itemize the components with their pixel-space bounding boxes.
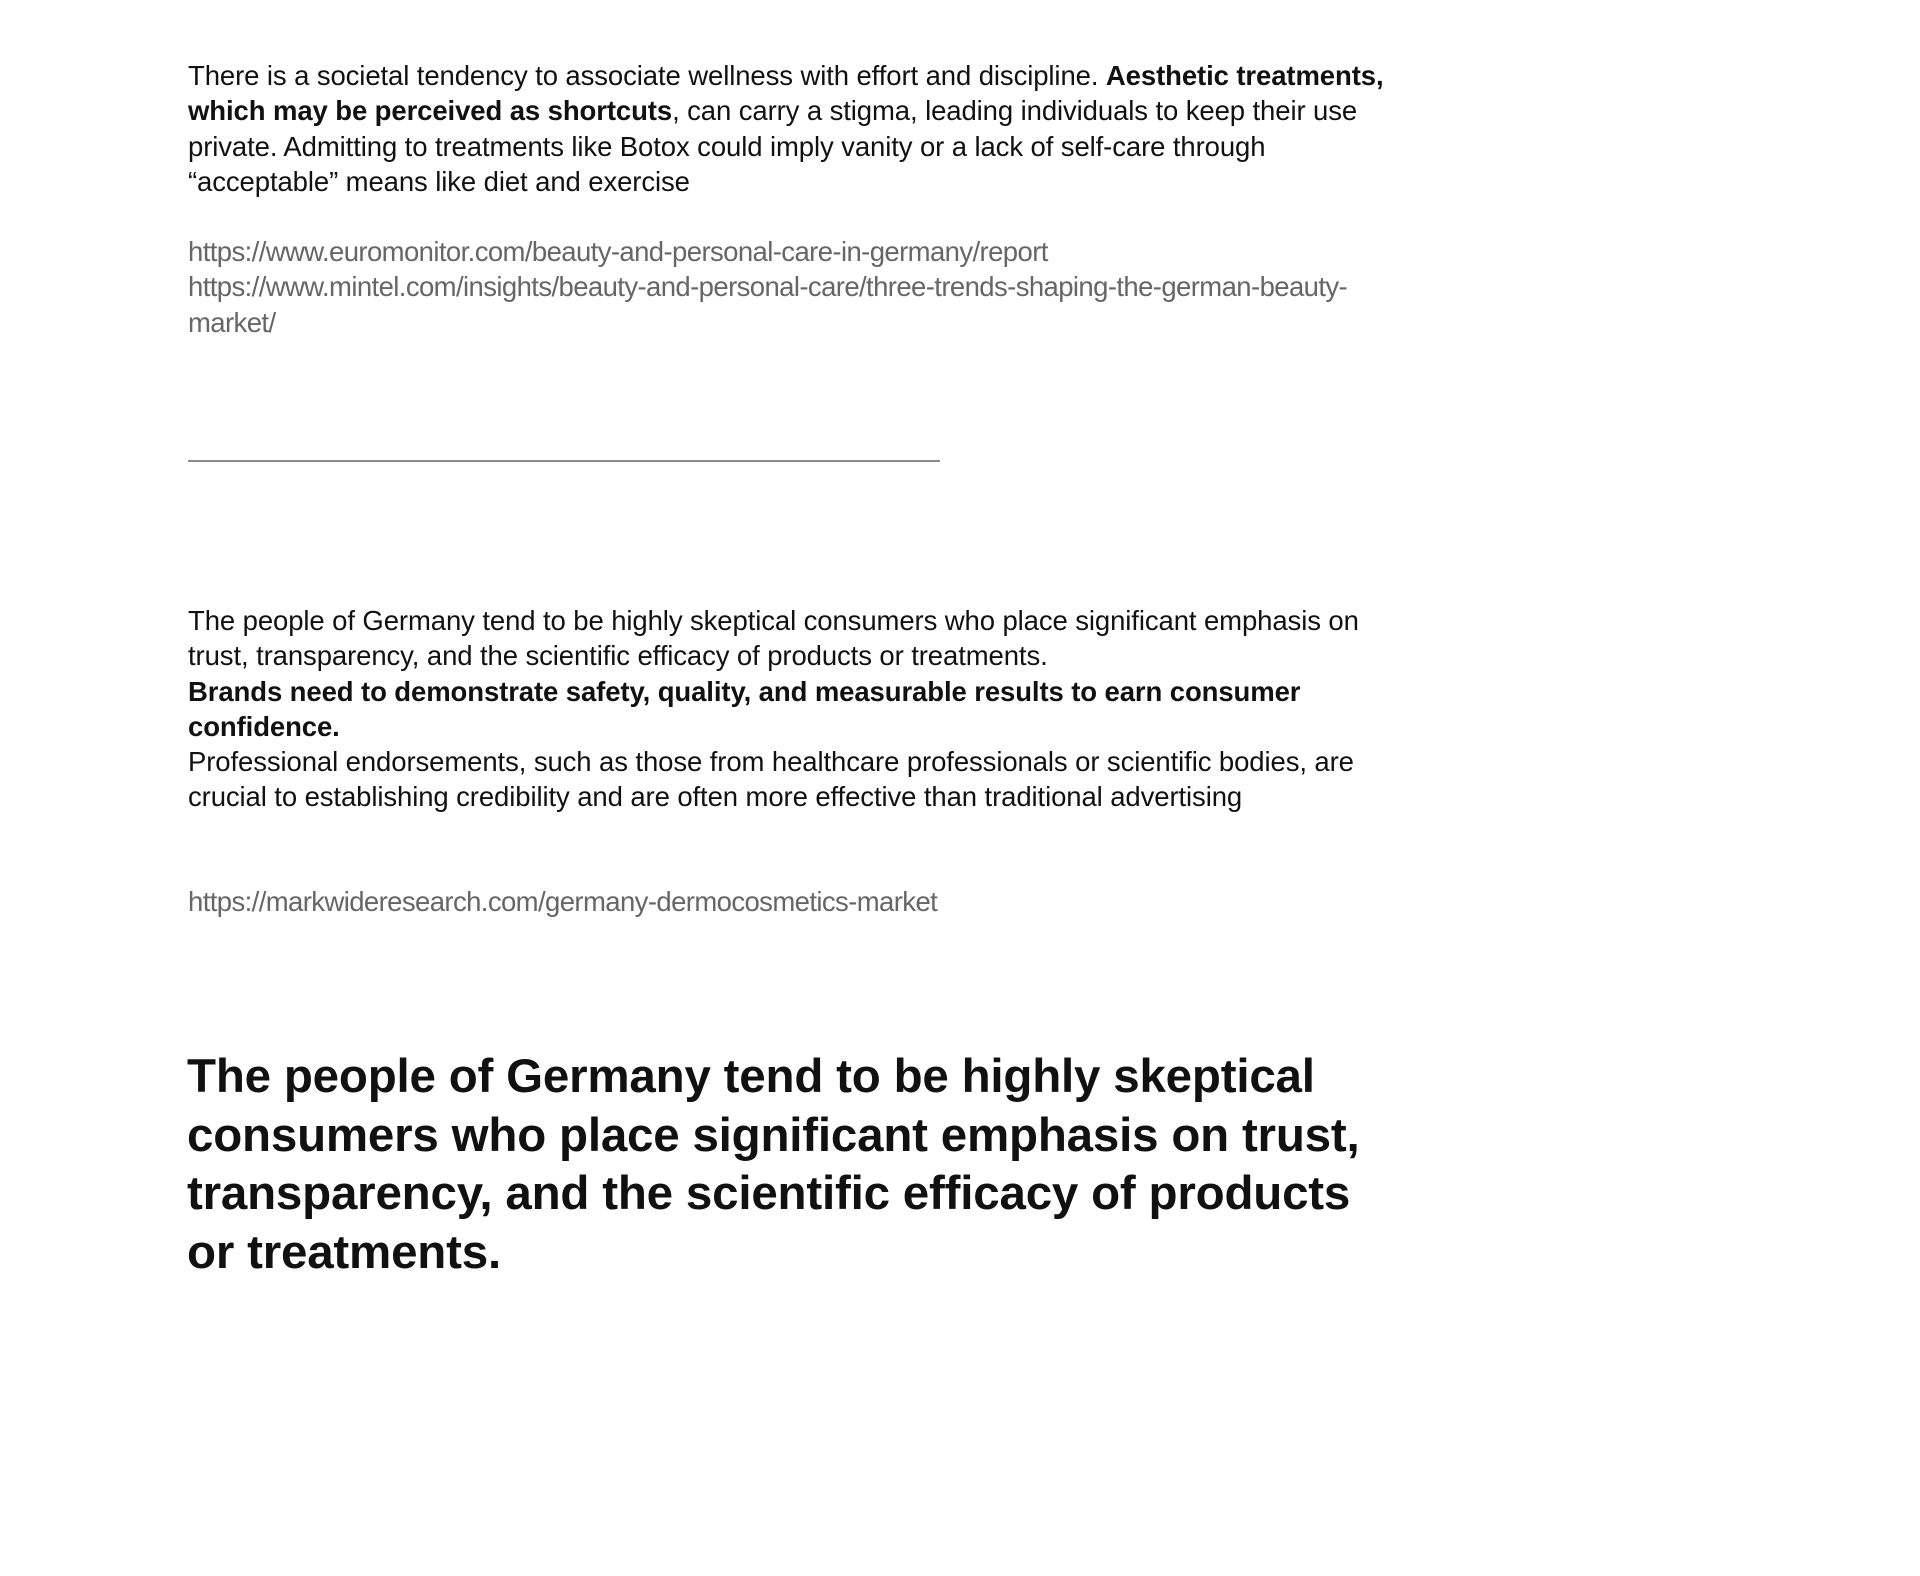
section2-sources bbox=[188, 884, 1388, 919]
stigma-text-rest: , can carry a stigma, leading individuals to keep their use private. Admitting to treatments like Botox could imply vanity or a lack of self-care through “acceptable” means like diet and exercise bbox=[188, 95, 1358, 197]
trust-bold-text: Brands need to demonstrate safety, quality, and measurable results to earn consumer confidence. bbox=[188, 675, 1301, 742]
stigma-paragraph bbox=[188, 58, 1388, 199]
section-stigma bbox=[188, 58, 1388, 199]
trust-intro-text: The people of Germany tend to be highly skeptical consumers who place significant emphasis on trust, transparency, and the scientific efficacy of products or treatments. bbox=[188, 605, 1359, 672]
section-trust bbox=[188, 603, 1388, 815]
source-link-markwide[interactable]: https://markwideresearch.com/germany-dermocosmetics-market bbox=[188, 886, 938, 917]
section1-sources bbox=[188, 234, 1388, 340]
pull-quote-headline: The people of Germany tend to be highly skeptical consumers who place significant emphasis on trust, transparency, and the scientific efficacy of products or treatments. bbox=[187, 1050, 1360, 1279]
section-divider bbox=[188, 460, 940, 462]
source-link-euromonitor[interactable]: https://www.euromonitor.com/beauty-and-personal-care-in-germany/report bbox=[188, 236, 1048, 267]
stigma-text-intro: There is a societal tendency to associate wellness with effort and discipline. bbox=[188, 60, 1106, 91]
trust-paragraph bbox=[188, 603, 1388, 815]
stigma-bold-text: Aesthetic treatments, which may be perceived as shortcuts bbox=[188, 60, 1384, 127]
source-link-mintel[interactable]: https://www.mintel.com/insights/beauty-and-personal-care/three-trends-shaping-the-german-beauty-market/ bbox=[188, 271, 1348, 338]
trust-detail-text: Professional endorsements, such as those from healthcare professionals or scientific bodies, are crucial to establishing credibility and are often more effective than traditional advertising bbox=[188, 746, 1354, 813]
